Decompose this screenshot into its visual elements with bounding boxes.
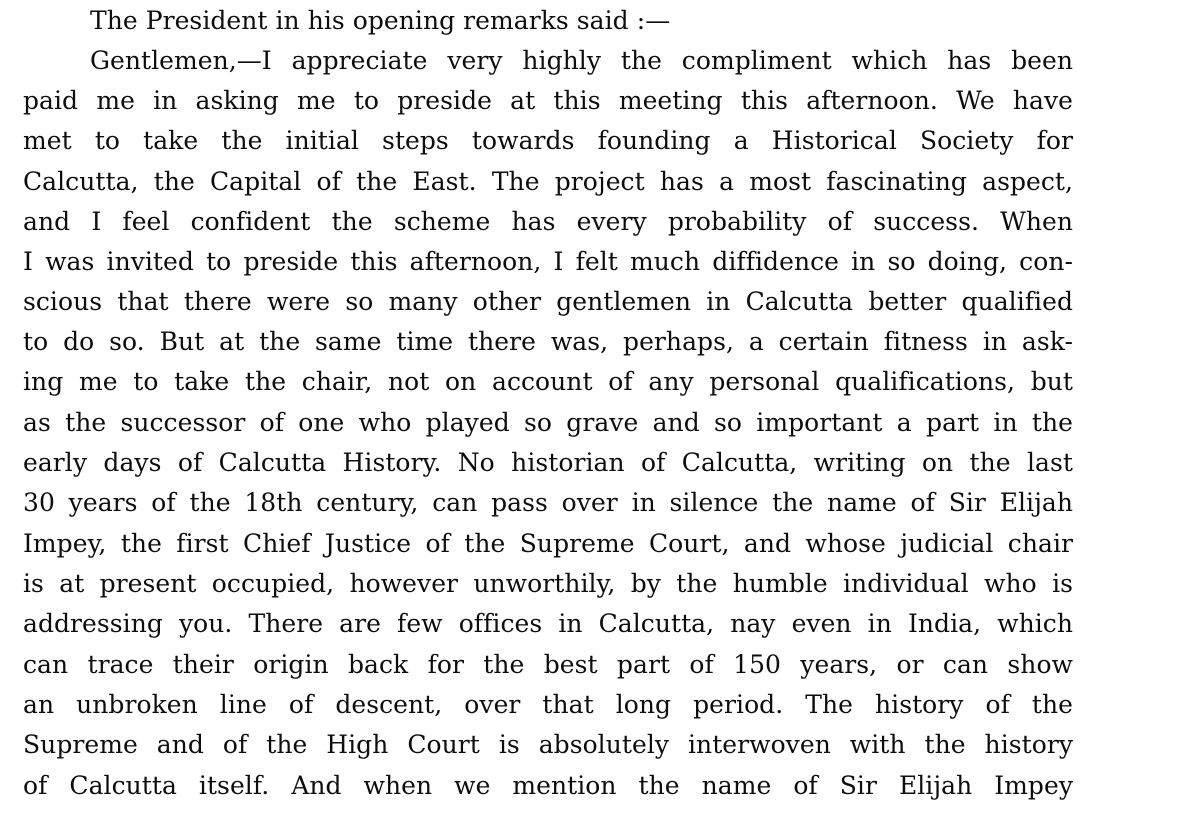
text-line: and I feel confident the scheme has every probability of success. When: [23, 207, 1073, 236]
text-line: I was invited to preside this afternoon, I felt much diffidence in so doing, con-: [23, 247, 1073, 276]
text-line: Calcutta, the Capital of the East. The project has a most fascinating aspect,: [23, 167, 1073, 196]
text-line: Supreme and of the High Court is absolutely interwoven with the history: [23, 730, 1073, 759]
text-line: early days of Calcutta History. No historian of Calcutta, writing on the last: [23, 448, 1073, 477]
text-line: paid me in asking me to preside at this meeting this afternoon. We have: [23, 86, 1073, 115]
text-line: Impey, the first Chief Justice of the Supreme Court, and whose judicial chair: [23, 529, 1073, 558]
text-line: met to take the initial steps towards founding a Historical Society for: [23, 126, 1073, 155]
text-line: Gentlemen,—I appreciate very highly the compliment which has been: [90, 46, 1073, 75]
text-line: of Calcutta itself. And when we mention the name of Sir Elijah Impey: [23, 771, 1073, 800]
text-line: scious that there were so many other gentlemen in Calcutta better qualified: [23, 287, 1073, 316]
text-line: as the successor of one who played so grave and so important a part in the: [23, 408, 1073, 437]
text-line: addressing you. There are few offices in Calcutta, nay even in India, which: [23, 609, 1073, 638]
text-line: to do so. But at the same time there was, perhaps, a certain fitness in ask-: [23, 327, 1073, 356]
heading-line: The President in his opening remarks said :—: [90, 6, 671, 35]
text-line: is at present occupied, however unworthily, by the humble individual who is: [23, 569, 1073, 598]
text-line: ing me to take the chair, not on account of any personal qualifications, but: [23, 367, 1073, 396]
text-line: can trace their origin back for the best part of 150 years, or can show: [23, 650, 1073, 679]
text-line: 30 years of the 18th century, can pass over in silence the name of Sir Elijah: [23, 488, 1073, 517]
text-line: an unbroken line of descent, over that long period. The history of the: [23, 690, 1073, 719]
